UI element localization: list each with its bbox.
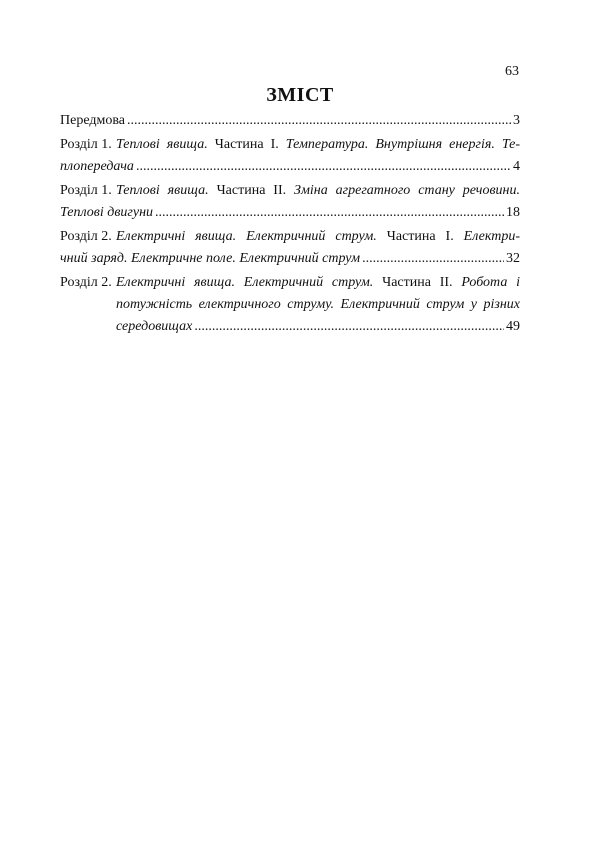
toc-section-prefix: Розділ 1. (60, 183, 112, 198)
dot-leader (362, 248, 504, 270)
toc-entry-line: чний заряд. Електричне поле. Електричний струм (60, 251, 361, 266)
toc-entry-line (116, 272, 520, 294)
toc-topic-text: Теплові явища. (116, 183, 209, 198)
toc-section-prefix: Розділ 2. (60, 229, 112, 244)
table-of-contents (60, 110, 520, 340)
toc-subtitle-text: Зміна агрегатного стану речовини. (294, 183, 521, 198)
toc-section-prefix: Розділ 1. (60, 137, 112, 152)
toc-part-label: Частина ІІ. (216, 183, 287, 198)
toc-part-label: Частина ІІ. (382, 275, 453, 290)
dot-leader (127, 110, 511, 132)
toc-subtitle-text: Електри- (463, 229, 521, 244)
toc-topic-text: Електричні явища. Електричний струм. (116, 229, 377, 244)
toc-subtitle-text: Температура. Внутрішня енергія. Те- (285, 137, 521, 152)
toc-entry-line: потужність електричного струму. Електричний струм у різних (116, 297, 520, 312)
toc-page-number: 4 (513, 159, 520, 174)
toc-section-prefix: Розділ 2. (60, 275, 112, 290)
toc-topic-text: Електричні явища. Електричний струм. (116, 275, 374, 290)
toc-entry-line: плопередача (60, 159, 134, 174)
toc-entry-line (116, 134, 520, 156)
toc-topic-text: Теплові явища. (116, 137, 208, 152)
indent-spacer (60, 316, 116, 338)
page-title: ЗМІСТ (266, 84, 334, 106)
toc-entry-line: Теплові двигуни (60, 205, 154, 220)
toc-page-number: 32 (506, 251, 520, 266)
dot-leader (136, 156, 511, 178)
toc-entry-section-1-part-2[interactable] (60, 180, 520, 224)
toc-entry-section-2-part-1[interactable] (60, 226, 520, 270)
toc-page-number: 18 (506, 205, 520, 220)
toc-part-label: Частина І. (214, 137, 279, 152)
toc-entry-section-2-part-2[interactable] (60, 272, 520, 338)
toc-page-number: 49 (506, 319, 520, 334)
toc-entry-section-1-part-1[interactable] (60, 134, 520, 178)
page-number: 63 (505, 64, 519, 79)
toc-entry-line (116, 180, 520, 202)
toc-entry-title: Передмова (60, 113, 125, 128)
toc-entry-line (116, 226, 520, 248)
toc-entry-line: середовищах (116, 319, 193, 334)
toc-page-number: 3 (513, 113, 520, 128)
dot-leader (155, 202, 504, 224)
dot-leader (194, 316, 504, 338)
toc-subtitle-text: Робота і (461, 275, 520, 290)
toc-entry-preface[interactable] (60, 110, 520, 132)
toc-part-label: Частина І. (386, 229, 454, 244)
